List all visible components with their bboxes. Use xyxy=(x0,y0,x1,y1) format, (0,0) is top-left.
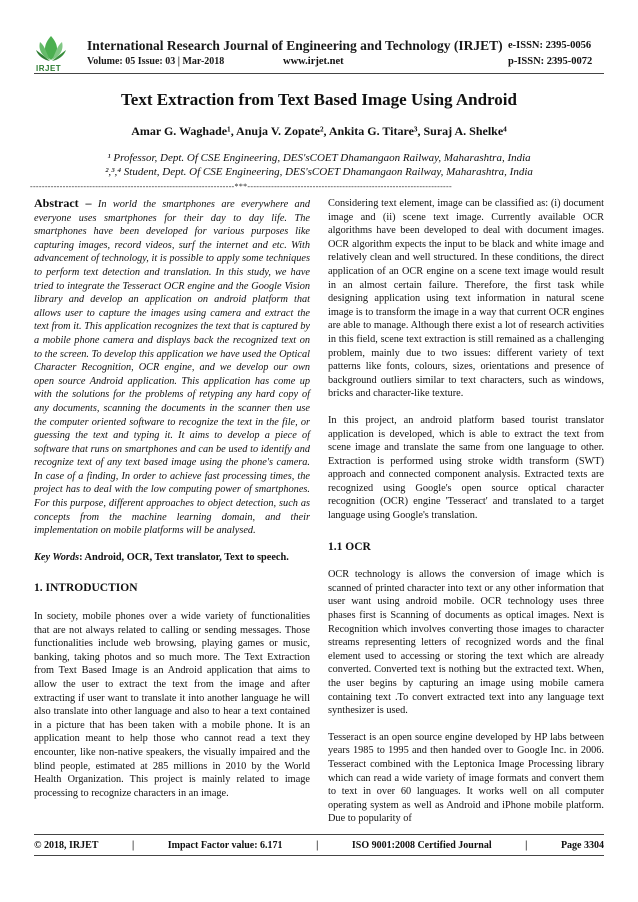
pissn: p-ISSN: 2395-0072 xyxy=(508,56,593,67)
ocr-heading: 1.1 OCR xyxy=(328,540,371,553)
abstract xyxy=(34,197,310,538)
paragraph-3: OCR technology is allows the conversion of image which is scanned of printed character into text or any other information that user want using android mobile. OCR technology uses three phases first is Scanning of documents as optical images. Next is Recognition which involves converting those images to character streams representing letters of recognized words and the final element used to accessing or storing the text which are already converted. Converted text is nothing but the extracted text. When, the user begins by capturing an image using mobile camera containing text .To convert extracted text into any language text synthesizer is used. xyxy=(328,569,604,717)
footer-sep-1: | xyxy=(132,840,135,851)
paragraph-1: Considering text element, image can be classified as: (i) document image and (ii) scene text image. Currently available OCR algorithms have been developed to deal with document images. OCR algorithm expects the input to be black and white image and relatively clean and well structured. In these conditions, the direct application of an OCR engine on a scene text image would result in an almost certain failure. Therefore, the first task while designing application using text information in natural scene image is to transform the image in a way that current OCR engines are able to manage. Although there exist a lot of research activities in this field, scene text extraction is still remained as a challenging problem, mainly due to two issues: different variety of text patterns like fonts, colours, sizes, orientations and presence of background outliers similar to text characters, such as windows, bricks and character-like texture. xyxy=(328,198,604,400)
footer-bottom-rule xyxy=(34,855,604,856)
footer-page: Page 3304 xyxy=(560,840,604,851)
paper-title: Text Extraction from Text Based Image Using Android xyxy=(121,90,517,109)
footer-sep-3: | xyxy=(525,840,528,851)
journal-name: International Research Journal of Engineering and Technology (IRJET) xyxy=(87,38,503,53)
header-rule xyxy=(34,73,604,74)
eissn: e-ISSN: 2395-0056 xyxy=(508,40,592,51)
journal-header xyxy=(0,0,638,80)
footer-impact: Impact Factor value: 6.171 xyxy=(167,840,283,851)
logo-text: IRJET xyxy=(36,64,62,73)
footer-rule xyxy=(34,834,604,835)
footer-iso: ISO 9001:2008 Certified Journal xyxy=(351,840,492,851)
paper-authors: Amar G. Waghade¹, Anuja V. Zopate², Ankita G. Titare³, Suraj A. Shelke⁴ xyxy=(131,124,507,138)
page-footer xyxy=(34,840,604,851)
abstract-label: Abstract – xyxy=(34,196,92,210)
volume-issue: Volume: 05 Issue: 03 | Mar-2018 xyxy=(87,56,225,67)
intro-heading: 1. INTRODUCTION xyxy=(34,582,138,595)
keywords xyxy=(34,551,310,565)
keywords-label: Key Words xyxy=(34,551,80,563)
footer-copyright: © 2018, IRJET xyxy=(34,840,99,851)
affiliation-1: ¹ Professor, Dept. Of CSE Engineering, DES'sCOET Dhamangaon Railway, Maharashtra, India xyxy=(107,152,531,164)
paragraph-2: In this project, an android platform based tourist translator application is developed, which is able to extract the text from scene image and translate the same from one language to other. Extraction is performed using stroke width transform (SWT) approach and connected component analysis. Extracted texts are recognized using Google's open source optical character recognition (OCR) engine 'Tesseract' and translated to a target language using Google's translation. xyxy=(328,414,604,522)
affiliation-2: ²,³,⁴ Student, Dept. Of CSE Engineering, DES'sCOET Dhamangaon Railway, Maharashtra, India xyxy=(105,166,533,178)
section-separator: ---------------------------------------------------------------------***--------------------------------------------------------------------- xyxy=(30,182,452,191)
keywords-text: : Android, OCR, Text translator, Text to speech. xyxy=(79,551,289,563)
abstract-text: In world the smartphones are everywhere and everyone uses smartphones for their day to day life. The smartphones have been developed for various purposes like capturing images, record videos, surf the internet and etc. With advancement of technology, it is possible to apply some techniques to perform text detection and translation. In this study, we have tried to integrate the Tesseract OCR engine and the Google Vision library and develop an application on android platform that allows user to capture the images using camera and extract the text from it. This application recognizes the text that is captured by a mobile phone camera and displays back the recognized text on to the screen. To develop this application we have used the Optical Character Recognition, OCR engine, and we develop our own open source Android application. This application has come up with the solutions for the problems of retyping any hard copy of any documents, scanning the documents in the scanner then use the computer oriented software to recognize the text in the file, or guessing the text and typing it. It aims to develop a piece of software that runs on smartphones and can be used to identify and recognize text of any text based image using the phone's camera. In case of a finding, In order to achieve fast processing times, the project has to deal with the low computing power of smartphones. For this purpose, different approaches to object detection, such as concepts from the machine learning domain, and their implementation on mobile platforms will be analysed. xyxy=(34,199,310,537)
right-column xyxy=(328,197,604,839)
left-column xyxy=(34,197,310,813)
intro-paragraph: In society, mobile phones over a wide variety of functionalities that are not always related to calling or sending messages. Those functionalities include web browsing, playing games or music, banking, taking photos and so much more. The Text Extraction from Text Based Image is an Android application that aims to allow the user to extract the text from the image and after extracting if user want to translate it into another language he will also translate into other language and also to hear a text contained in a picture that has been taken with a mobile phone. It is an application meant to help those who cannot read a text they encounter, like non-native speakers, the visually impaired and the blind people, estimated at 285 millions in 2010 by the World Health Organization. This project is mainly related to image processing to recognize characters in an image. xyxy=(34,611,310,799)
journal-website[interactable]: www.irjet.net xyxy=(283,56,344,67)
paragraph-4: Tesseract is an open source engine developed by HP labs between years 1985 to 1995 and then handed over to Google Inc. in 2006. Tesseract combined with the Leptonica Image Processing library which can read a wide variety of image formats and convert them to text in over 60 languages. It works well on all computer operating system as well as Android and iPhone mobile platform. Due to popularity of xyxy=(328,731,604,825)
footer-sep-2: | xyxy=(316,840,319,851)
